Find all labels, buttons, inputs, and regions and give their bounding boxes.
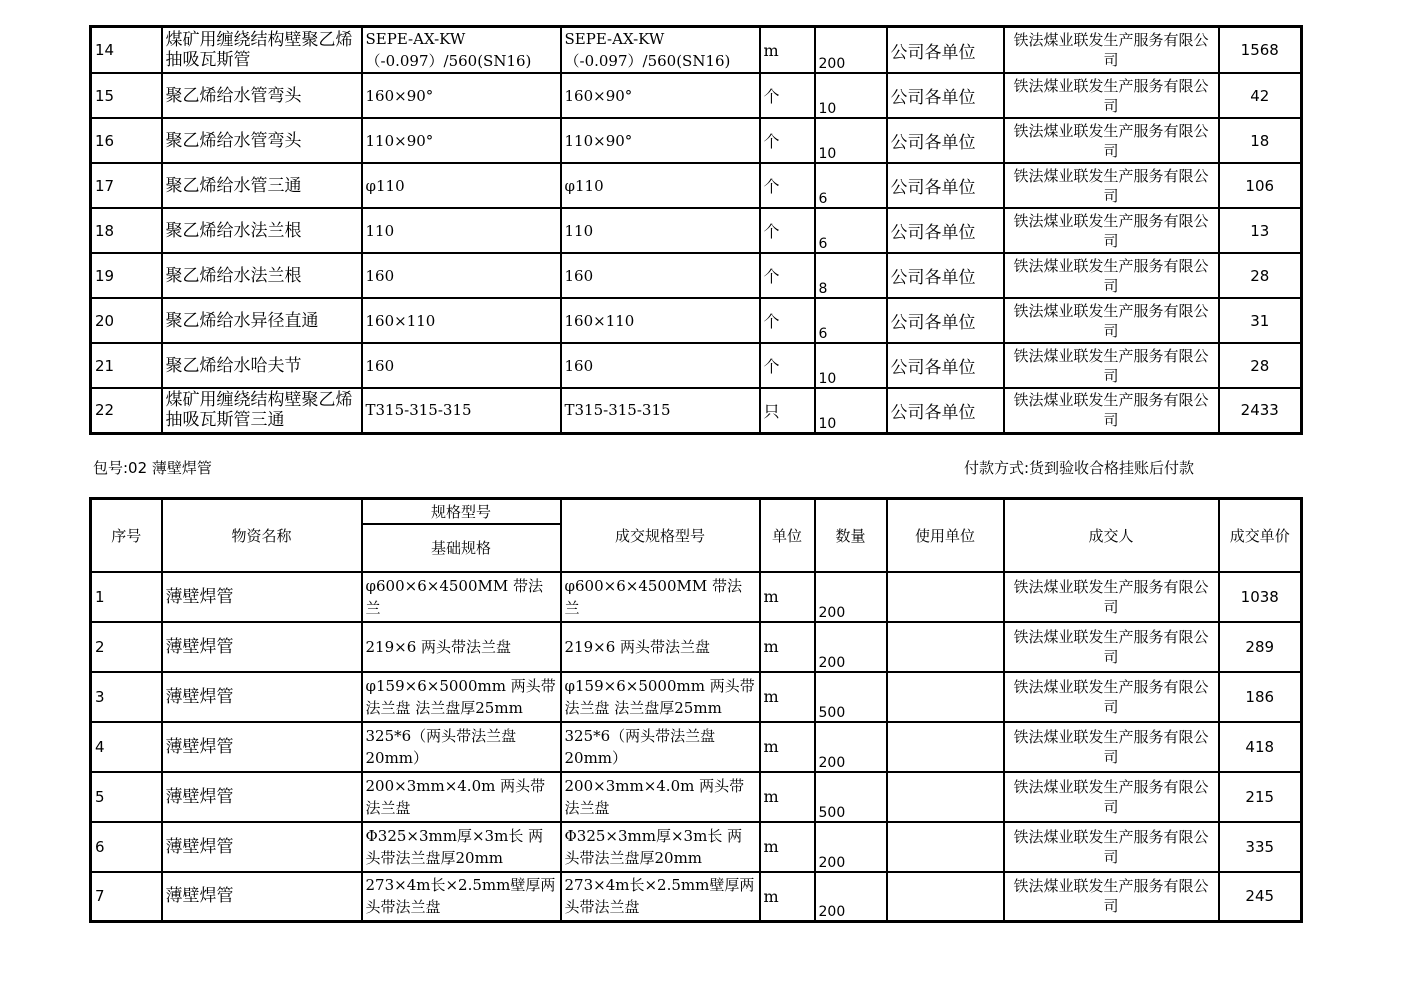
cell-spec: SEPE-AX-KW（-0.097）/560(SN16): [362, 27, 561, 74]
cell-no: 18: [91, 208, 162, 253]
table-body: [91, 572, 1302, 922]
cell-unit: 个: [760, 298, 815, 343]
cell-vendor: 铁法煤业联发生产服务有限公司: [1004, 872, 1219, 922]
cell-vendor: 铁法煤业联发生产服务有限公司: [1004, 298, 1219, 343]
cell-user: [887, 872, 1004, 922]
cell-qty: 500: [815, 772, 887, 822]
cell-name: 薄壁焊管: [162, 772, 362, 822]
cell-unit: 个: [760, 73, 815, 118]
cell-qty: 10: [815, 73, 887, 118]
cell-vendor: 铁法煤业联发生产服务有限公司: [1004, 822, 1219, 872]
cell-no: 3: [91, 672, 162, 722]
table-row: [91, 822, 1302, 872]
cell-vendor: 铁法煤业联发生产服务有限公司: [1004, 118, 1219, 163]
cell-spec: 160: [362, 343, 561, 388]
cell-vendor: 铁法煤业联发生产服务有限公司: [1004, 772, 1219, 822]
cell-unit: m: [760, 872, 815, 922]
cell-qty: 6: [815, 298, 887, 343]
cell-qty: 6: [815, 163, 887, 208]
table-row: [91, 722, 1302, 772]
cell-vendor: 铁法煤业联发生产服务有限公司: [1004, 253, 1219, 298]
cell-deal-spec: 160×110: [561, 298, 760, 343]
cell-name: 薄壁焊管: [162, 622, 362, 672]
cell-qty: 200: [815, 722, 887, 772]
cell-deal-spec: Φ325×3mm厚×3m长 两头带法兰盘厚20mm: [561, 822, 760, 872]
cell-user: 公司各单位: [887, 27, 1004, 74]
cell-name: 薄壁焊管: [162, 572, 362, 622]
header-spec-base: 基础规格: [362, 524, 561, 572]
cell-unit: 个: [760, 253, 815, 298]
table-header: [91, 499, 1302, 572]
cell-user: 公司各单位: [887, 163, 1004, 208]
cell-spec: 110×90°: [362, 118, 561, 163]
cell-qty: 6: [815, 208, 887, 253]
cell-vendor: 铁法煤业联发生产服务有限公司: [1004, 572, 1219, 622]
header-no: 序号: [91, 499, 162, 572]
package-label: 包号:02 薄壁焊管: [93, 459, 212, 477]
cell-deal-spec: φ600×6×4500MM 带法兰: [561, 572, 760, 622]
cell-user: [887, 772, 1004, 822]
cell-price: 18: [1219, 118, 1302, 163]
table-row: [91, 772, 1302, 822]
cell-price: 1568: [1219, 27, 1302, 74]
cell-price: 418: [1219, 722, 1302, 772]
cell-deal-spec: 160×90°: [561, 73, 760, 118]
cell-deal-spec: 110: [561, 208, 760, 253]
cell-user: [887, 672, 1004, 722]
table-row: [91, 388, 1302, 433]
cell-vendor: 铁法煤业联发生产服务有限公司: [1004, 163, 1219, 208]
cell-spec: 325*6（两头带法兰盘20mm）: [362, 722, 561, 772]
cell-qty: 10: [815, 118, 887, 163]
cell-unit: m: [760, 572, 815, 622]
cell-price: 1038: [1219, 572, 1302, 622]
cell-no: 6: [91, 822, 162, 872]
cell-vendor: 铁法煤业联发生产服务有限公司: [1004, 722, 1219, 772]
cell-deal-spec: 160: [561, 253, 760, 298]
header-unit: 单位: [760, 499, 815, 572]
cell-no: 22: [91, 388, 162, 433]
cell-qty: 10: [815, 388, 887, 433]
cell-unit: m: [760, 722, 815, 772]
table-body: [91, 27, 1302, 434]
cell-unit: 个: [760, 208, 815, 253]
cell-user: 公司各单位: [887, 298, 1004, 343]
payment-terms: 付款方式:货到验收合格挂账后付款: [964, 459, 1195, 477]
header-deal-spec: 成交规格型号: [561, 499, 760, 572]
cell-spec: Φ325×3mm厚×3m长 两头带法兰盘厚20mm: [362, 822, 561, 872]
cell-price: 215: [1219, 772, 1302, 822]
cell-spec: 160×110: [362, 298, 561, 343]
cell-price: 28: [1219, 343, 1302, 388]
cell-name: 聚乙烯给水管弯头: [162, 73, 362, 118]
cell-price: 289: [1219, 622, 1302, 672]
cell-name: 煤矿用缠绕结构壁聚乙烯抽吸瓦斯管: [162, 27, 362, 74]
procurement-table-package-02: [89, 497, 1303, 923]
cell-unit: m: [760, 772, 815, 822]
table-row: [91, 163, 1302, 208]
cell-name: 聚乙烯给水法兰根: [162, 253, 362, 298]
table-row: [91, 27, 1302, 74]
cell-name: 薄壁焊管: [162, 672, 362, 722]
table-row: [91, 73, 1302, 118]
cell-no: 16: [91, 118, 162, 163]
cell-qty: 500: [815, 672, 887, 722]
cell-qty: 200: [815, 822, 887, 872]
cell-no: 4: [91, 722, 162, 772]
cell-name: 聚乙烯给水哈夫节: [162, 343, 362, 388]
table-row: [91, 208, 1302, 253]
cell-no: 17: [91, 163, 162, 208]
cell-no: 7: [91, 872, 162, 922]
header-spec-group: 规格型号: [362, 499, 561, 524]
cell-price: 13: [1219, 208, 1302, 253]
cell-vendor: 铁法煤业联发生产服务有限公司: [1004, 672, 1219, 722]
cell-vendor: 铁法煤业联发生产服务有限公司: [1004, 208, 1219, 253]
table-row: [91, 872, 1302, 922]
cell-vendor: 铁法煤业联发生产服务有限公司: [1004, 73, 1219, 118]
cell-qty: 200: [815, 572, 887, 622]
cell-price: 186: [1219, 672, 1302, 722]
header-qty: 数量: [815, 499, 887, 572]
cell-user: [887, 622, 1004, 672]
cell-deal-spec: φ159×6×5000mm 两头带法兰盘 法兰盘厚25mm: [561, 672, 760, 722]
cell-user: 公司各单位: [887, 388, 1004, 433]
cell-price: 335: [1219, 822, 1302, 872]
cell-no: 5: [91, 772, 162, 822]
cell-price: 2433: [1219, 388, 1302, 433]
cell-deal-spec: 325*6（两头带法兰盘20mm）: [561, 722, 760, 772]
cell-spec: 200×3mm×4.0m 两头带法兰盘: [362, 772, 561, 822]
cell-spec: 110: [362, 208, 561, 253]
cell-no: 21: [91, 343, 162, 388]
header-name: 物资名称: [162, 499, 362, 572]
cell-spec: 219×6 两头带法兰盘: [362, 622, 561, 672]
cell-unit: m: [760, 822, 815, 872]
cell-user: [887, 722, 1004, 772]
cell-no: 1: [91, 572, 162, 622]
cell-name: 聚乙烯给水管三通: [162, 163, 362, 208]
cell-deal-spec: φ110: [561, 163, 760, 208]
cell-qty: 200: [815, 27, 887, 74]
cell-spec: φ159×6×5000mm 两头带法兰盘 法兰盘厚25mm: [362, 672, 561, 722]
header-price: 成交单价: [1219, 499, 1302, 572]
cell-spec: 160×90°: [362, 73, 561, 118]
cell-name: 聚乙烯给水异径直通: [162, 298, 362, 343]
cell-unit: 个: [760, 343, 815, 388]
cell-vendor: 铁法煤业联发生产服务有限公司: [1004, 27, 1219, 74]
cell-deal-spec: 200×3mm×4.0m 两头带法兰盘: [561, 772, 760, 822]
table-row: [91, 118, 1302, 163]
cell-spec: φ110: [362, 163, 561, 208]
cell-user: [887, 572, 1004, 622]
cell-unit: 只: [760, 388, 815, 433]
cell-name: 薄壁焊管: [162, 822, 362, 872]
cell-no: 2: [91, 622, 162, 672]
cell-deal-spec: 219×6 两头带法兰盘: [561, 622, 760, 672]
cell-user: 公司各单位: [887, 73, 1004, 118]
cell-no: 14: [91, 27, 162, 74]
cell-price: 106: [1219, 163, 1302, 208]
cell-deal-spec: SEPE-AX-KW（-0.097）/560(SN16): [561, 27, 760, 74]
table-row: [91, 298, 1302, 343]
cell-name: 薄壁焊管: [162, 722, 362, 772]
cell-no: 15: [91, 73, 162, 118]
cell-unit: 个: [760, 163, 815, 208]
header-user: 使用单位: [887, 499, 1004, 572]
table-row: [91, 343, 1302, 388]
cell-name: 煤矿用缠绕结构壁聚乙烯抽吸瓦斯管三通: [162, 388, 362, 433]
cell-deal-spec: T315-315-315: [561, 388, 760, 433]
procurement-table-package-01: [89, 25, 1303, 435]
cell-user: 公司各单位: [887, 343, 1004, 388]
cell-deal-spec: 110×90°: [561, 118, 760, 163]
cell-qty: 10: [815, 343, 887, 388]
header-vendor: 成交人: [1004, 499, 1219, 572]
cell-deal-spec: 273×4m长×2.5mm壁厚两头带法兰盘: [561, 872, 760, 922]
table-row: [91, 622, 1302, 672]
cell-price: 28: [1219, 253, 1302, 298]
cell-user: 公司各单位: [887, 118, 1004, 163]
table-row: [91, 672, 1302, 722]
cell-name: 聚乙烯给水法兰根: [162, 208, 362, 253]
cell-name: 聚乙烯给水管弯头: [162, 118, 362, 163]
cell-vendor: 铁法煤业联发生产服务有限公司: [1004, 388, 1219, 433]
cell-unit: m: [760, 672, 815, 722]
cell-unit: 个: [760, 118, 815, 163]
cell-spec: φ600×6×4500MM 带法兰: [362, 572, 561, 622]
cell-deal-spec: 160: [561, 343, 760, 388]
cell-no: 19: [91, 253, 162, 298]
cell-unit: m: [760, 622, 815, 672]
cell-price: 31: [1219, 298, 1302, 343]
cell-price: 42: [1219, 73, 1302, 118]
cell-spec: 160: [362, 253, 561, 298]
cell-no: 20: [91, 298, 162, 343]
cell-price: 245: [1219, 872, 1302, 922]
cell-spec: 273×4m长×2.5mm壁厚两头带法兰盘: [362, 872, 561, 922]
cell-qty: 200: [815, 622, 887, 672]
cell-qty: 8: [815, 253, 887, 298]
cell-user: 公司各单位: [887, 253, 1004, 298]
cell-unit: m: [760, 27, 815, 74]
table-row: [91, 572, 1302, 622]
cell-qty: 200: [815, 872, 887, 922]
cell-user: 公司各单位: [887, 208, 1004, 253]
cell-vendor: 铁法煤业联发生产服务有限公司: [1004, 343, 1219, 388]
table-row: [91, 253, 1302, 298]
cell-vendor: 铁法煤业联发生产服务有限公司: [1004, 622, 1219, 672]
cell-user: [887, 822, 1004, 872]
cell-name: 薄壁焊管: [162, 872, 362, 922]
cell-spec: T315-315-315: [362, 388, 561, 433]
